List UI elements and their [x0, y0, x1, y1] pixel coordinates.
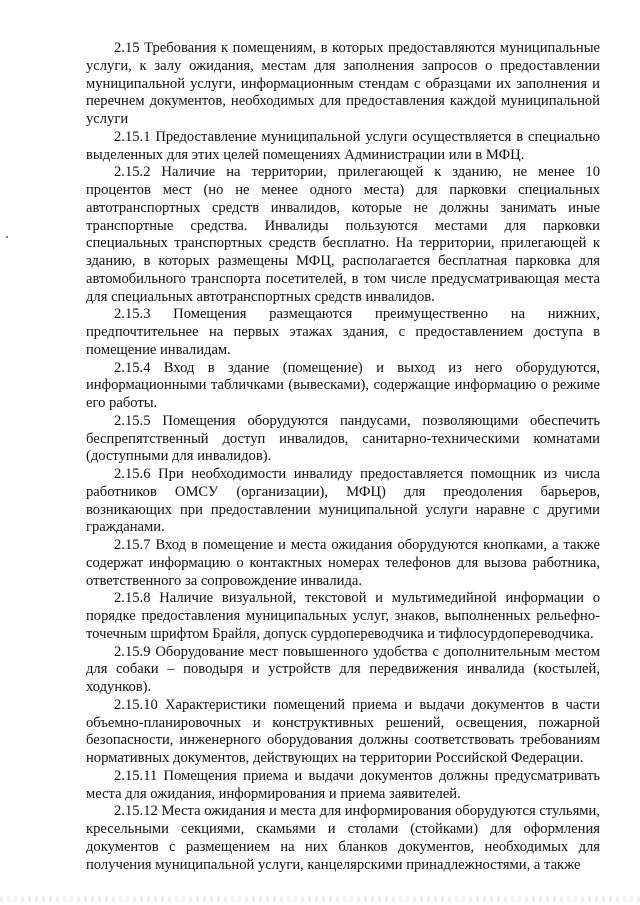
paragraph-2-15-3: 2.15.3 Помещения размещаются преимущественно на нижних, предпочтительнее на первых этажах здания, с предоставлением доступа в помещение инвалидам. [86, 306, 600, 358]
paragraph-2-15-6: 2.15.6 При необходимости инвалиду предоставляется помощник из числа работников ОМСУ (организации), МФЦ) для преодоления барьеров, возникающих при предоставлении муниципальной услуги наравне с другими гражданами. [86, 466, 600, 536]
paragraph-2-15-11: 2.15.11 Помещения приема и выдачи документов должны предусматривать места для ожидания, информирования и приема заявителей. [86, 767, 600, 802]
paragraph-2-15-7: 2.15.7 Вход в помещение и места ожидания оборудуются кнопками, а также содержат информацию о контактных номерах телефонов для вызова работника, ответственного за сопровождение инвалида. [86, 537, 600, 589]
paragraph-2-15-8: 2.15.8 Наличие визуальной, текстовой и мультимедийной информации о порядке предоставления муниципальных услуг, знаков, выполненных рельефно-точечным шрифтом Брайля, допуск сурдопереводчика и тифлосурдопереводчика. [86, 590, 600, 642]
paragraph-2-15: 2.15 Требования к помещениям, в которых предоставляются муниципальные услуги, к залу ожидания, местам для заполнения запросов о предоставлении муниципальной услуги, информационным стендам с образцами их заполнения и перечнем документов, необходимых для предоставления каждой муниципальной услуги [86, 40, 600, 127]
paragraph-2-15-2: 2.15.2 Наличие на территории, прилегающей к зданию, не менее 10 процентов мест (но не менее одного места) для парковки специальных автотранспортных средств инвалидов, которые не должны занимать иные транспортные средства. Инвалиды пользуются местами для парковки специальных транспортных средств бесплатно. На территории, прилегающей к зданию, в которых размещены МФЦ, располагается бесплатная парковка для автомобильного транспорта посетителей, в том числе предусматривающая места для специальных автотранспортных средств инвалидов. [86, 164, 600, 305]
paragraph-2-15-10: 2.15.10 Характеристики помещений приема и выдачи документов в части объемно-планировочных и конструктивных решений, освещения, пожарной безопасности, инженерного оборудования должны соответствовать требованиям нормативных документов, действующих на территории Российской Федерации. [86, 696, 600, 766]
paragraph-2-15-9: 2.15.9 Оборудование мест повышенного удобства с дополнительным местом для собаки – поводыря и устройств для передвижения инвалида (костылей, ходунков). [86, 643, 600, 695]
scan-footer-noise [0, 896, 640, 902]
document-body [86, 40, 600, 874]
paragraph-2-15-5: 2.15.5 Помещения оборудуются пандусами, позволяющими обеспечить беспрепятственный доступ инвалидов, санитарно-техническими комнатами (доступными для инвалидов). [86, 412, 600, 465]
paragraph-2-15-1: 2.15.1 Предоставление муниципальной услуги осуществляется в специально выделенных для этих целей помещениях Администрации или в МФЦ. [86, 128, 600, 163]
paragraph-2-15-4: 2.15.4 Вход в здание (помещение) и выход из него оборудуются, информационными табличками (вывесками), содержащие информацию о режиме его работы. [86, 359, 600, 411]
scan-speck [6, 236, 8, 238]
paragraph-2-15-12: 2.15.12 Места ожидания и места для информирования оборудуются стульями, кресельными секциями, скамьями и столами (стойками) для оформления документов с размещением на них бланков документов, необходимых для получения муниципальной услуги, канцелярскими принадлежностями, а также [86, 803, 600, 873]
